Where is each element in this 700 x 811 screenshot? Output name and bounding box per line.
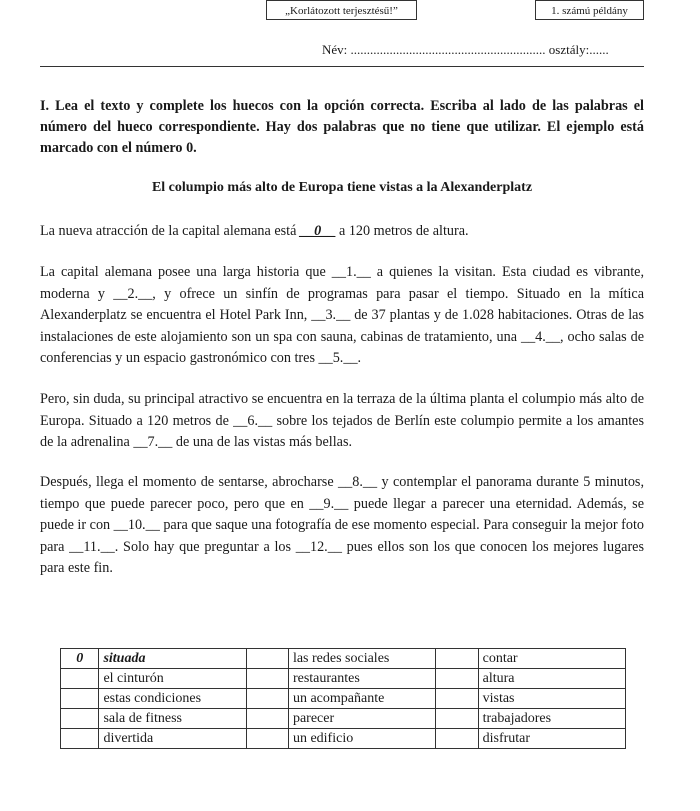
word-cell: restaurantes [288,669,435,689]
name-class-row [322,42,609,58]
word-bank-row [61,649,626,669]
class-label: osztály: [548,42,590,57]
word-cell: vistas [478,689,625,709]
word-bank-row [61,729,626,749]
word-cell: un edificio [288,729,435,749]
answer-number-cell[interactable] [246,709,288,729]
task-instructions: I. Lea el texto y complete los huecos con la opción correcta. Escriba al lado de las palabras el número del hueco correspondiente. Hay dos palabras que no tiene que utilizar. El ejemplo está marcado con el número 0. [40,98,644,156]
word-cell: trabajadores [478,709,625,729]
answer-number-cell[interactable] [61,709,99,729]
word-cell: contar [478,649,625,669]
word-cell: sala de fitness [99,709,246,729]
word-bank-row [61,689,626,709]
answer-number-cell[interactable] [436,709,478,729]
word-cell: el cinturón [99,669,246,689]
paragraph-1: La capital alemana posee una larga historia que __1.__ a quienes la visitan. Esta ciudad es vibrante, moderna y __2.__, y ofrece un sinfín de programas para pasar el tiempo. Situado en la mítica Alexanderplatz se encuentra el Hotel Park Inn, __3.__ de 37 plantas y de 1.028 habitaciones. Otras de las instalaciones de este alojamiento son un spa con sauna, cabinas de tratamiento, una __4.__, ocho salas de conferencias y un espacio gastronómico con tres __5.__. [40,264,644,366]
word-cell: las redes sociales [288,649,435,669]
word-cell: situada [99,649,246,669]
answer-number-cell: 0 [61,649,99,669]
example-before: La nueva atracción de la capital alemana está [40,223,300,239]
word-bank-row [61,709,626,729]
word-cell: divertida [99,729,246,749]
class-dots: ...... [589,42,609,57]
text-title: El columpio más alto de Europa tiene vistas a la Alexanderplatz [151,180,533,195]
paragraph-2: Pero, sin duda, su principal atractivo se encuentra en la terraza de la última planta el columpio más alto de Europa. Situado a 120 metros de __6.__ sobre los tejados de Berlín este columpio permite a los amantes de la adrenalina __7.__ de una de las vistas más bellas. [40,391,644,450]
word-bank-table [60,648,626,749]
name-dots: ............................................................ [350,42,546,57]
word-cell: parecer [288,709,435,729]
word-cell: disfrutar [478,729,625,749]
answer-number-cell[interactable] [61,689,99,709]
word-cell: altura [478,669,625,689]
answer-number-cell[interactable] [436,649,478,669]
example-after: a 120 metros de altura. [335,223,469,239]
example-blank: __0__ [299,223,336,239]
answer-number-cell[interactable] [61,729,99,749]
answer-number-cell[interactable] [436,729,478,749]
answer-number-cell[interactable] [436,689,478,709]
answer-number-cell[interactable] [246,729,288,749]
name-label: Név: [322,42,348,57]
paragraph-example [40,221,644,243]
paragraph-3: Después, llega el momento de sentarse, abrocharse __8.__ y contemplar el panorama durante 5 minutos, tiempo que puede parecer poco, pero que en __9.__ puede llegar a parecer una eternidad. Además, se puede ir con __10.__ para que saque una fotografía de ese momento especial. Para conseguir la mejor foto para __11.__. Solo hay que preguntar a los __12.__ pues ellos son los que conocen los mejores lugares para este fin. [40,474,644,576]
restricted-distribution-label: „Korlátozott terjesztésű!” [266,0,417,20]
answer-number-cell[interactable] [246,689,288,709]
answer-number-cell[interactable] [246,649,288,669]
answer-number-cell[interactable] [61,669,99,689]
word-bank-row [61,669,626,689]
word-cell: un acompañante [288,689,435,709]
header-rule [40,66,644,67]
answer-number-cell[interactable] [436,669,478,689]
copy-number-label: 1. számú példány [535,0,644,20]
word-cell: estas condiciones [99,689,246,709]
answer-number-cell[interactable] [246,669,288,689]
